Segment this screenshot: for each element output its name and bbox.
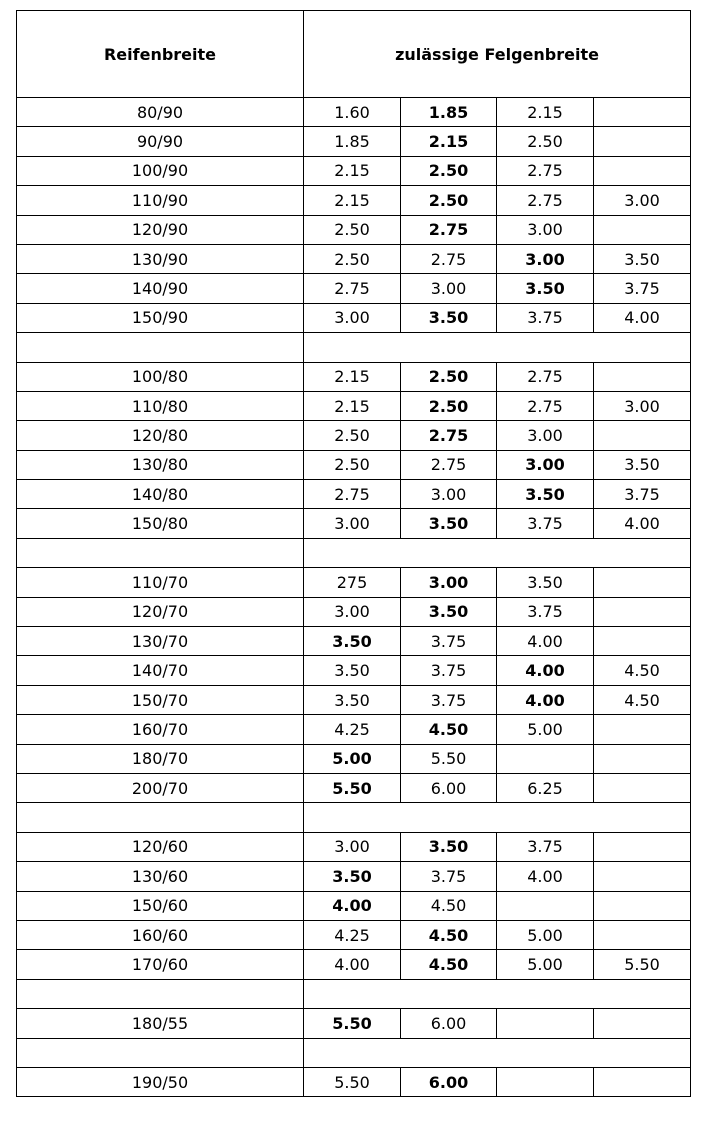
rim-width-cell: 1.85 [304,127,401,156]
rim-width-cell: 5.50 [304,1009,401,1038]
table-row [17,568,691,597]
rim-width-cell: 3.00 [497,421,594,450]
rim-width-cell: 2.50 [401,362,497,391]
tire-size-cell: 100/90 [17,156,304,185]
rim-width-cell: 5.50 [401,744,497,773]
tire-size-cell: 130/80 [17,450,304,479]
rim-width-cell: 4.25 [304,920,401,949]
header-tire-width: Reifenbreite [17,11,304,98]
tire-size-cell: 100/80 [17,362,304,391]
rim-width-cell: 275 [304,568,401,597]
rim-width-cell: 2.75 [497,391,594,420]
tire-size-cell: 140/80 [17,480,304,509]
rim-width-cell: 3.00 [304,597,401,626]
table-row [17,1067,691,1096]
table-row [17,891,691,920]
tire-size-cell: 200/70 [17,773,304,802]
table-row [17,215,691,244]
rim-width-cell: 3.75 [401,656,497,685]
table-row [17,509,691,538]
table-row [17,480,691,509]
header-row [17,11,691,98]
table-row [17,1009,691,1038]
tire-size-cell: 160/70 [17,715,304,744]
rim-width-cell: 4.50 [594,685,691,714]
tire-size-cell: 190/50 [17,1067,304,1096]
tire-size-cell: 90/90 [17,127,304,156]
separator-row [17,979,691,1008]
rim-width-cell: 2.75 [304,480,401,509]
separator-cell [304,803,691,832]
rim-width-cell [594,156,691,185]
rim-width-cell: 2.50 [401,186,497,215]
separator-row [17,333,691,362]
rim-width-cell: 2.15 [304,362,401,391]
tire-size-cell: 130/60 [17,862,304,891]
tire-size-cell: 160/60 [17,920,304,949]
rim-width-cell: 4.50 [401,920,497,949]
tire-size-cell: 80/90 [17,98,304,127]
rim-width-cell [594,715,691,744]
separator-cell [17,538,304,567]
rim-width-cell [594,362,691,391]
rim-width-cell [594,127,691,156]
rim-width-cell: 4.00 [497,627,594,656]
table-row [17,920,691,949]
tire-size-cell: 140/70 [17,656,304,685]
header-rim-width: zulässige Felgenbreite [304,11,691,98]
rim-width-cell: 2.50 [304,421,401,450]
tire-size-cell: 120/70 [17,597,304,626]
rim-width-cell: 2.15 [401,127,497,156]
table-row [17,450,691,479]
table-row [17,773,691,802]
rim-width-cell: 3.00 [304,832,401,861]
rim-width-cell: 5.50 [304,773,401,802]
rim-width-cell: 3.50 [594,450,691,479]
rim-width-cell: 2.75 [497,156,594,185]
rim-width-cell: 4.25 [304,715,401,744]
tire-size-cell: 150/80 [17,509,304,538]
rim-width-cell: 6.00 [401,1067,497,1096]
table-row [17,597,691,626]
tire-size-cell: 150/60 [17,891,304,920]
table-row [17,98,691,127]
rim-width-cell: 2.75 [497,362,594,391]
table-row [17,127,691,156]
rim-width-cell: 3.50 [401,509,497,538]
rim-width-cell: 6.25 [497,773,594,802]
rim-width-cell [594,98,691,127]
rim-width-cell [497,1067,594,1096]
tire-size-cell: 120/80 [17,421,304,450]
rim-width-cell: 3.00 [497,450,594,479]
rim-width-cell: 2.50 [304,215,401,244]
rim-width-cell: 3.50 [304,627,401,656]
rim-width-cell: 2.75 [401,215,497,244]
rim-width-cell [594,862,691,891]
rim-width-cell: 3.50 [401,832,497,861]
rim-width-cell: 1.85 [401,98,497,127]
rim-width-cell: 3.50 [497,480,594,509]
table-row [17,744,691,773]
separator-cell [17,333,304,362]
rim-width-cell: 3.50 [401,597,497,626]
table-row [17,832,691,861]
table-row [17,274,691,303]
separator-cell [17,1038,304,1067]
rim-width-cell: 2.15 [304,391,401,420]
rim-width-cell: 2.75 [304,274,401,303]
rim-width-cell: 3.00 [401,568,497,597]
rim-width-cell: 3.50 [304,862,401,891]
rim-width-cell: 3.75 [497,832,594,861]
rim-width-cell: 3.00 [497,244,594,273]
table-row [17,391,691,420]
table-row [17,362,691,391]
rim-width-cell: 4.00 [304,891,401,920]
separator-row [17,538,691,567]
table-row [17,303,691,332]
rim-width-cell: 3.75 [497,303,594,332]
rim-width-cell [594,597,691,626]
rim-width-cell [594,773,691,802]
rim-width-cell: 2.50 [304,244,401,273]
rim-width-cell: 4.00 [594,509,691,538]
rim-width-cell [594,1009,691,1038]
rim-width-cell: 4.50 [401,891,497,920]
rim-width-cell: 3.50 [304,685,401,714]
rim-width-cell: 2.50 [304,450,401,479]
rim-width-cell: 3.50 [594,244,691,273]
rim-width-cell: 2.15 [497,98,594,127]
tire-size-cell: 180/55 [17,1009,304,1038]
table-row [17,950,691,979]
rim-width-cell: 2.50 [401,391,497,420]
rim-width-cell [594,568,691,597]
table-row [17,656,691,685]
rim-width-cell [594,891,691,920]
table-row [17,421,691,450]
rim-width-cell: 4.50 [401,715,497,744]
rim-width-cell: 3.50 [304,656,401,685]
tire-size-cell: 130/70 [17,627,304,656]
rim-width-cell: 3.50 [401,303,497,332]
rim-width-cell: 3.75 [401,862,497,891]
tire-size-cell: 180/70 [17,744,304,773]
tire-size-cell: 130/90 [17,244,304,273]
table-row [17,627,691,656]
rim-width-cell: 3.75 [497,597,594,626]
rim-width-cell: 5.50 [304,1067,401,1096]
tire-size-cell: 110/80 [17,391,304,420]
rim-width-cell: 3.00 [594,186,691,215]
rim-width-cell: 4.00 [594,303,691,332]
rim-width-cell [594,744,691,773]
separator-cell [304,979,691,1008]
tire-size-cell: 140/90 [17,274,304,303]
rim-width-cell: 1.60 [304,98,401,127]
table-row [17,156,691,185]
rim-width-cell: 3.00 [497,215,594,244]
separator-cell [17,979,304,1008]
rim-width-cell [594,1067,691,1096]
rim-width-cell: 3.75 [401,627,497,656]
tire-size-cell: 120/90 [17,215,304,244]
rim-width-cell [497,1009,594,1038]
table-row [17,685,691,714]
rim-width-cell: 5.00 [497,950,594,979]
rim-width-cell: 4.00 [304,950,401,979]
rim-width-cell: 2.50 [497,127,594,156]
rim-width-cell: 4.00 [497,685,594,714]
rim-width-cell [497,744,594,773]
rim-width-cell: 3.50 [497,274,594,303]
rim-width-cell: 4.50 [401,950,497,979]
rim-width-cell: 4.00 [497,862,594,891]
rim-width-cell: 3.00 [401,274,497,303]
rim-width-cell: 3.75 [497,509,594,538]
rim-width-cell: 3.00 [594,391,691,420]
separator-row [17,803,691,832]
tire-size-cell: 120/60 [17,832,304,861]
separator-cell [304,333,691,362]
rim-width-cell: 2.75 [401,450,497,479]
rim-width-cell: 2.75 [401,244,497,273]
separator-cell [304,1038,691,1067]
separator-row [17,1038,691,1067]
rim-width-cell [594,832,691,861]
rim-width-table [16,10,691,1097]
rim-width-cell: 5.50 [594,950,691,979]
separator-cell [17,803,304,832]
table-body [17,98,691,1097]
rim-width-cell: 2.15 [304,186,401,215]
separator-cell [304,538,691,567]
table-row [17,186,691,215]
rim-width-cell: 4.50 [594,656,691,685]
tire-size-cell: 110/90 [17,186,304,215]
rim-width-cell [594,627,691,656]
rim-width-cell [594,215,691,244]
rim-width-cell: 3.75 [401,685,497,714]
tire-size-cell: 150/70 [17,685,304,714]
rim-width-cell: 2.50 [401,156,497,185]
rim-width-cell: 2.15 [304,156,401,185]
table-row [17,715,691,744]
rim-width-cell: 3.75 [594,274,691,303]
rim-width-cell: 4.00 [497,656,594,685]
table-row [17,244,691,273]
rim-width-cell [497,891,594,920]
rim-width-cell: 3.50 [497,568,594,597]
rim-width-cell: 3.75 [594,480,691,509]
rim-width-cell: 5.00 [497,715,594,744]
rim-width-cell: 6.00 [401,773,497,802]
rim-width-cell [594,421,691,450]
rim-width-cell: 2.75 [401,421,497,450]
rim-width-cell: 5.00 [497,920,594,949]
table-row [17,862,691,891]
rim-width-cell: 5.00 [304,744,401,773]
rim-width-cell: 6.00 [401,1009,497,1038]
rim-width-cell: 3.00 [401,480,497,509]
rim-width-cell: 3.00 [304,509,401,538]
rim-width-cell: 2.75 [497,186,594,215]
tire-size-cell: 170/60 [17,950,304,979]
tire-size-cell: 150/90 [17,303,304,332]
rim-width-cell: 3.00 [304,303,401,332]
rim-width-cell [594,920,691,949]
tire-size-cell: 110/70 [17,568,304,597]
